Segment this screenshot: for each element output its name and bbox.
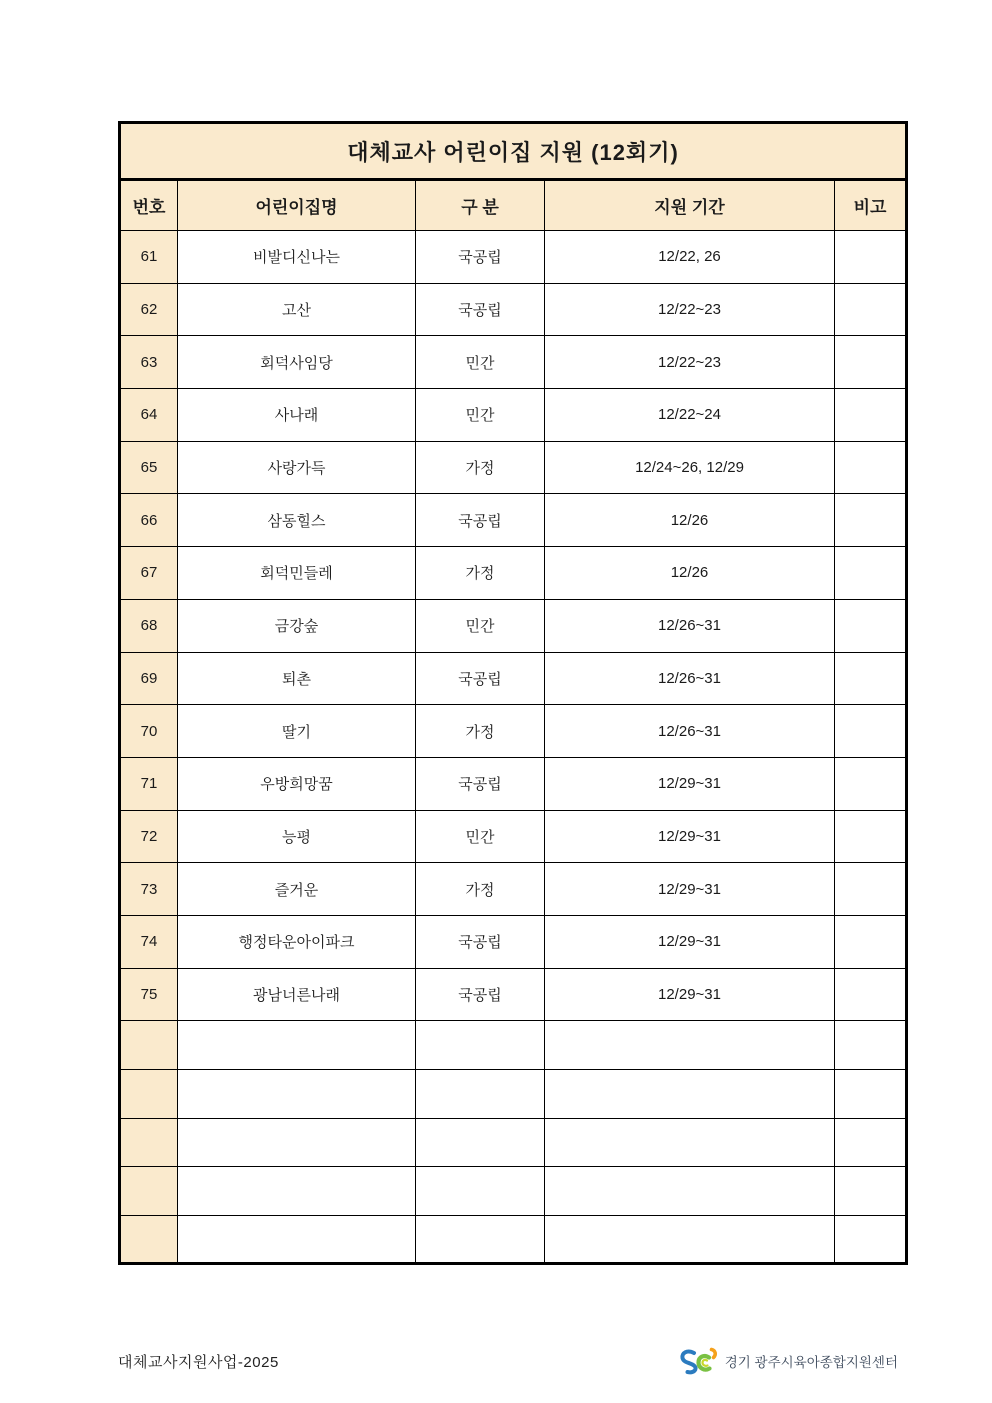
cell-type: 가정 bbox=[416, 705, 545, 758]
cell-no: 66 bbox=[120, 494, 178, 547]
cell-note bbox=[835, 1215, 907, 1264]
cell-no: 75 bbox=[120, 968, 178, 1021]
cell-period: 12/26~31 bbox=[545, 652, 835, 705]
table-row bbox=[120, 283, 907, 336]
table-row bbox=[120, 494, 907, 547]
cell-period bbox=[545, 1215, 835, 1264]
cell-name bbox=[178, 1118, 416, 1167]
table-row bbox=[120, 441, 907, 494]
cell-name bbox=[178, 1069, 416, 1118]
cell-note bbox=[835, 547, 907, 600]
cell-name: 사랑가득 bbox=[178, 441, 416, 494]
cell-type: 국공립 bbox=[416, 915, 545, 968]
column-header-period: 지원 기간 bbox=[545, 180, 835, 231]
cell-period: 12/26~31 bbox=[545, 705, 835, 758]
cell-note bbox=[835, 441, 907, 494]
cell-period: 12/26 bbox=[545, 494, 835, 547]
cell-no bbox=[120, 1215, 178, 1264]
cell-name: 능평 bbox=[178, 810, 416, 863]
column-header-no: 번호 bbox=[120, 180, 178, 231]
cell-no: 62 bbox=[120, 283, 178, 336]
table-empty-row bbox=[120, 1167, 907, 1216]
table-row bbox=[120, 652, 907, 705]
cell-period: 12/22, 26 bbox=[545, 231, 835, 284]
footer-org-name: 경기 광주시육아종합지원센터 bbox=[724, 1355, 898, 1370]
support-table bbox=[118, 121, 908, 1265]
table-body bbox=[120, 123, 907, 1264]
cell-type: 국공립 bbox=[416, 652, 545, 705]
cell-note bbox=[835, 494, 907, 547]
cell-period: 12/26 bbox=[545, 547, 835, 600]
cell-no bbox=[120, 1021, 178, 1070]
cell-note bbox=[835, 757, 907, 810]
cell-period: 12/29~31 bbox=[545, 968, 835, 1021]
gwangju-childcare-center-logo-icon bbox=[678, 1346, 720, 1376]
table-row bbox=[120, 863, 907, 916]
cell-name bbox=[178, 1215, 416, 1264]
table-row bbox=[120, 599, 907, 652]
cell-period: 12/29~31 bbox=[545, 810, 835, 863]
cell-no: 63 bbox=[120, 336, 178, 389]
cell-no: 67 bbox=[120, 547, 178, 600]
cell-note bbox=[835, 705, 907, 758]
cell-period: 12/29~31 bbox=[545, 915, 835, 968]
cell-type: 민간 bbox=[416, 389, 545, 442]
cell-period: 12/29~31 bbox=[545, 757, 835, 810]
column-header-type: 구 분 bbox=[416, 180, 545, 231]
table-row bbox=[120, 705, 907, 758]
cell-note bbox=[835, 810, 907, 863]
cell-type bbox=[416, 1167, 545, 1216]
cell-type: 가정 bbox=[416, 441, 545, 494]
table-row bbox=[120, 231, 907, 284]
cell-type: 가정 bbox=[416, 863, 545, 916]
table-row bbox=[120, 968, 907, 1021]
cell-no: 65 bbox=[120, 441, 178, 494]
cell-period bbox=[545, 1167, 835, 1216]
cell-period bbox=[545, 1118, 835, 1167]
cell-period: 12/24~26, 12/29 bbox=[545, 441, 835, 494]
cell-name: 광남너른나래 bbox=[178, 968, 416, 1021]
cell-note bbox=[835, 336, 907, 389]
column-header-note: 비고 bbox=[835, 180, 907, 231]
cell-no bbox=[120, 1167, 178, 1216]
page-title: 대체교사 어린이집 지원 (12회기) bbox=[120, 123, 907, 180]
table-row bbox=[120, 757, 907, 810]
cell-note bbox=[835, 1118, 907, 1167]
cell-no: 70 bbox=[120, 705, 178, 758]
cell-note bbox=[835, 1167, 907, 1216]
cell-type: 국공립 bbox=[416, 283, 545, 336]
cell-type: 민간 bbox=[416, 810, 545, 863]
cell-no: 61 bbox=[120, 231, 178, 284]
cell-note bbox=[835, 231, 907, 284]
table-empty-row bbox=[120, 1215, 907, 1264]
cell-name: 금강숲 bbox=[178, 599, 416, 652]
cell-name bbox=[178, 1167, 416, 1216]
table-row bbox=[120, 389, 907, 442]
cell-no: 71 bbox=[120, 757, 178, 810]
cell-no bbox=[120, 1069, 178, 1118]
cell-name: 고산 bbox=[178, 283, 416, 336]
cell-period: 12/29~31 bbox=[545, 863, 835, 916]
cell-type: 국공립 bbox=[416, 968, 545, 1021]
cell-note bbox=[835, 283, 907, 336]
cell-name: 회덕민들레 bbox=[178, 547, 416, 600]
cell-type: 국공립 bbox=[416, 757, 545, 810]
cell-type bbox=[416, 1215, 545, 1264]
footer-org-block bbox=[678, 1346, 898, 1376]
table-title-row bbox=[120, 123, 907, 180]
cell-period: 12/22~23 bbox=[545, 283, 835, 336]
cell-type: 가정 bbox=[416, 547, 545, 600]
cell-type bbox=[416, 1118, 545, 1167]
cell-note bbox=[835, 1069, 907, 1118]
cell-period: 12/22~23 bbox=[545, 336, 835, 389]
table-row bbox=[120, 915, 907, 968]
page-footer bbox=[118, 1346, 898, 1376]
cell-name: 행정타운아이파크 bbox=[178, 915, 416, 968]
cell-period: 12/26~31 bbox=[545, 599, 835, 652]
cell-name: 즐거운 bbox=[178, 863, 416, 916]
column-header-name: 어린이집명 bbox=[178, 180, 416, 231]
cell-name: 회덕사임당 bbox=[178, 336, 416, 389]
cell-note bbox=[835, 915, 907, 968]
table-empty-row bbox=[120, 1069, 907, 1118]
table-empty-row bbox=[120, 1118, 907, 1167]
cell-name: 비발디신나는 bbox=[178, 231, 416, 284]
table-row bbox=[120, 547, 907, 600]
cell-type: 민간 bbox=[416, 599, 545, 652]
footer-program-label: 대체교사지원사업-2025 bbox=[118, 1353, 279, 1371]
cell-period bbox=[545, 1021, 835, 1070]
table-row bbox=[120, 336, 907, 389]
cell-name: 사나래 bbox=[178, 389, 416, 442]
cell-name: 우방희망꿈 bbox=[178, 757, 416, 810]
cell-no: 64 bbox=[120, 389, 178, 442]
cell-no: 74 bbox=[120, 915, 178, 968]
cell-type: 민간 bbox=[416, 336, 545, 389]
cell-note bbox=[835, 389, 907, 442]
cell-no: 73 bbox=[120, 863, 178, 916]
cell-no bbox=[120, 1118, 178, 1167]
cell-no: 68 bbox=[120, 599, 178, 652]
cell-name: 딸기 bbox=[178, 705, 416, 758]
cell-note bbox=[835, 863, 907, 916]
cell-type: 국공립 bbox=[416, 231, 545, 284]
table-row bbox=[120, 810, 907, 863]
cell-period: 12/22~24 bbox=[545, 389, 835, 442]
cell-period bbox=[545, 1069, 835, 1118]
cell-note bbox=[835, 1021, 907, 1070]
cell-note bbox=[835, 599, 907, 652]
table-header-row bbox=[120, 180, 907, 231]
table-empty-row bbox=[120, 1021, 907, 1070]
cell-name bbox=[178, 1021, 416, 1070]
cell-type: 국공립 bbox=[416, 494, 545, 547]
cell-name: 퇴촌 bbox=[178, 652, 416, 705]
cell-name: 삼동힐스 bbox=[178, 494, 416, 547]
cell-no: 72 bbox=[120, 810, 178, 863]
cell-no: 69 bbox=[120, 652, 178, 705]
cell-type bbox=[416, 1069, 545, 1118]
cell-type bbox=[416, 1021, 545, 1070]
cell-note bbox=[835, 652, 907, 705]
cell-note bbox=[835, 968, 907, 1021]
